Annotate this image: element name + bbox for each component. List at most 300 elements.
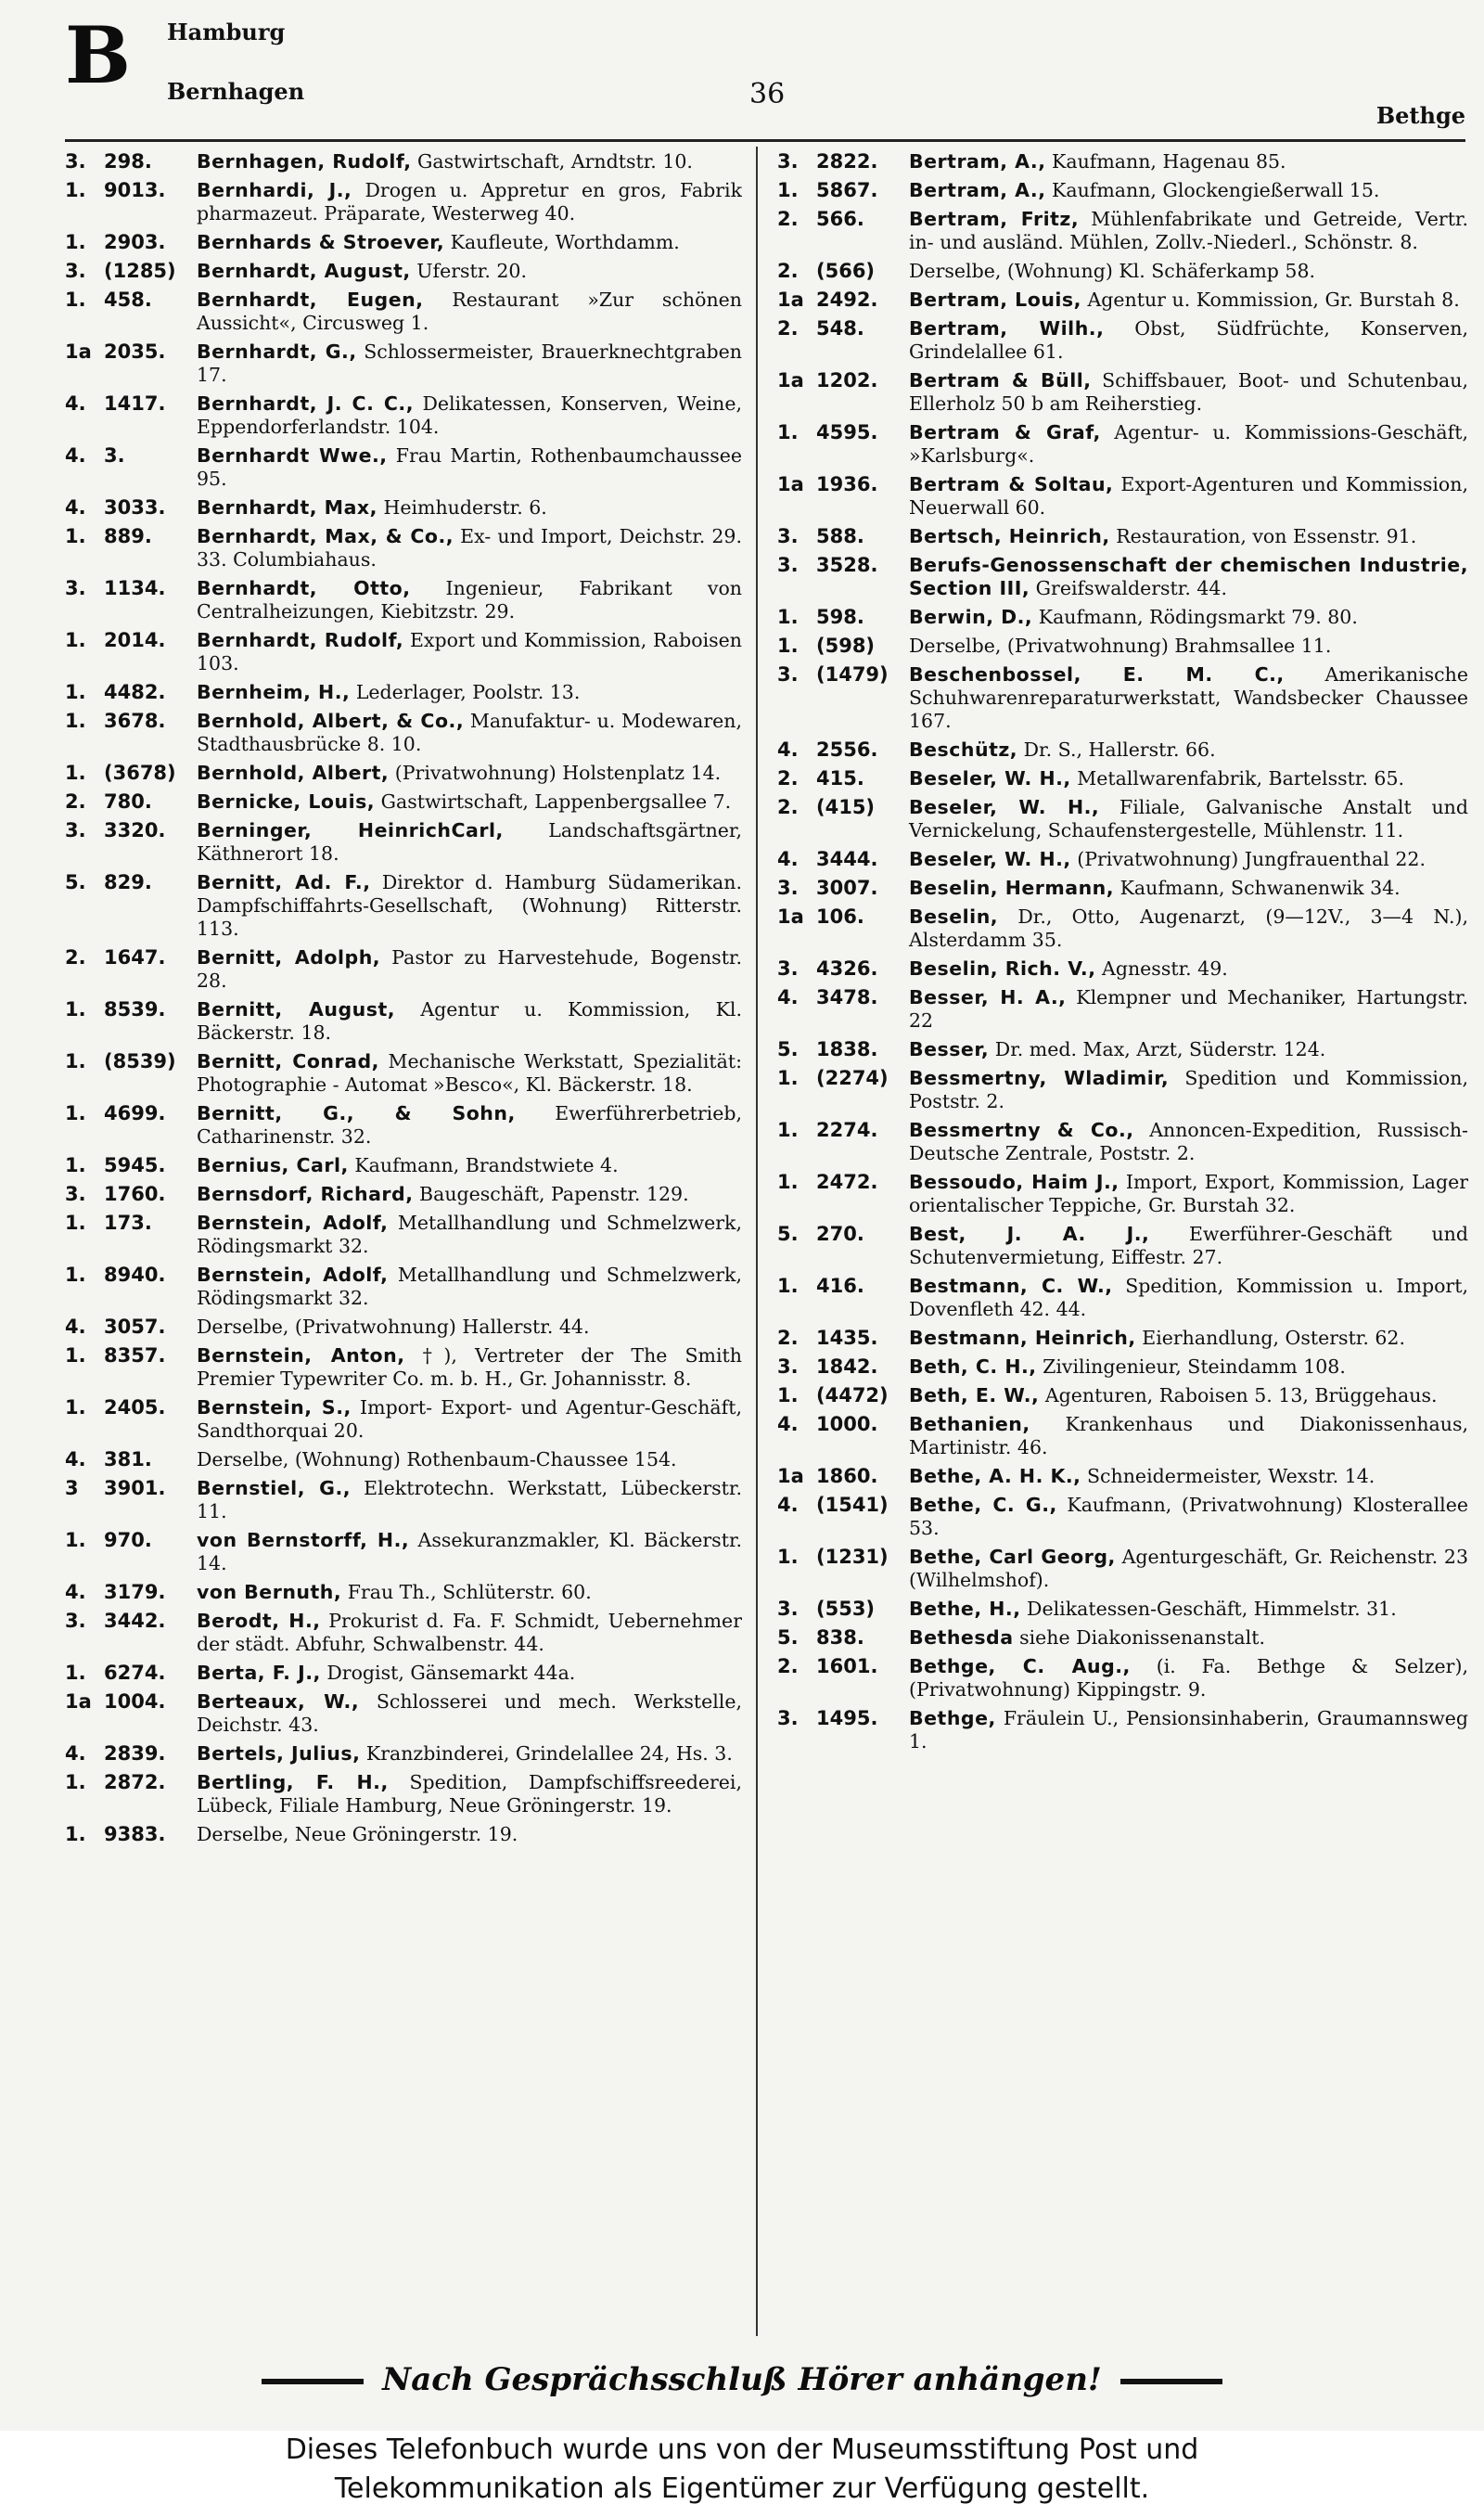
directory-entry xyxy=(777,1655,1468,1702)
exchange-code: 2. xyxy=(777,1327,799,1349)
exchange-code: 1. xyxy=(65,710,86,732)
subscriber-details: Spedition und Kommission, Poststr. 2. xyxy=(909,1067,1468,1112)
directory-entry xyxy=(65,1154,742,1177)
subscriber-name: Bertram & Graf, xyxy=(909,421,1101,443)
exchange-code: 2. xyxy=(777,317,799,340)
exchange-code: 1a xyxy=(777,905,804,928)
phone-number: 2035. xyxy=(104,340,166,363)
exchange-code: 2. xyxy=(777,260,799,282)
directory-entry xyxy=(777,1465,1468,1488)
exchange-code: 1a xyxy=(777,369,804,392)
subscriber-details: Dr. med. Max, Arzt, Süderstr. 124. xyxy=(994,1038,1326,1060)
subscriber-name: Berteaux, W., xyxy=(197,1690,360,1713)
subscriber-name: Bertram, A., xyxy=(909,179,1046,201)
exchange-code: 2. xyxy=(777,796,799,818)
subscriber-name: Bernhardt, Max, xyxy=(197,496,377,519)
subscriber-name: Besser, H. A., xyxy=(909,986,1067,1008)
entry-text xyxy=(197,1662,742,1685)
subscriber-details: Gastwirtschaft, Lappenbergsallee 7. xyxy=(380,790,732,813)
entry-text xyxy=(909,738,1468,762)
directory-entry xyxy=(777,473,1468,520)
directory-entry xyxy=(65,1316,742,1339)
exchange-code: 3. xyxy=(777,663,799,686)
subscriber-name: Bernhardt, Otto, xyxy=(197,577,411,599)
subscriber-name: Bernhards & Stroever, xyxy=(197,231,445,253)
subscriber-name: Bertram, Wilh., xyxy=(909,317,1105,340)
subscriber-details: Lederlager, Poolstr. 13. xyxy=(355,681,581,703)
subscriber-name: Berodt, H., xyxy=(197,1610,321,1632)
exchange-code: 5. xyxy=(777,1223,799,1245)
directory-entry xyxy=(65,1264,742,1310)
exchange-code: 5. xyxy=(65,871,86,893)
exchange-code: 3. xyxy=(777,877,799,899)
left-column xyxy=(65,150,742,2331)
exchange-code: 1. xyxy=(777,1171,799,1193)
exchange-code: 3. xyxy=(65,260,86,282)
exchange-code: 1. xyxy=(65,1344,86,1367)
directory-entry xyxy=(65,629,742,675)
entry-text xyxy=(197,496,742,520)
subscriber-name: Bethge, C. Aug., xyxy=(909,1655,1131,1677)
phone-number: 415. xyxy=(816,767,864,790)
entry-text xyxy=(197,150,742,173)
phone-number: 2405. xyxy=(104,1396,166,1419)
directory-entry xyxy=(65,260,742,283)
exchange-code: 4. xyxy=(777,1413,799,1435)
entry-text xyxy=(197,1050,742,1097)
entry-text xyxy=(197,762,742,785)
phone-number: (598) xyxy=(816,635,876,657)
phone-number: 3442. xyxy=(104,1610,166,1632)
directory-entry xyxy=(777,260,1468,283)
entry-text xyxy=(909,525,1468,548)
phone-number: (1479) xyxy=(816,663,889,686)
subscriber-name: Bessmertny, Wladimir, xyxy=(909,1067,1170,1089)
entry-text xyxy=(909,260,1468,283)
directory-entry xyxy=(65,710,742,756)
entry-text xyxy=(909,179,1468,202)
subscriber-name: Bertram & Büll, xyxy=(909,369,1092,392)
entry-text xyxy=(909,1707,1468,1753)
subscriber-details: Manufaktur- u. Modewaren, Stadthausbrücke 8. 10. xyxy=(197,710,742,755)
subscriber-details: Landschaftsgärtner, Käthnerort 18. xyxy=(197,819,742,865)
exchange-code: 3. xyxy=(777,150,799,173)
entry-text xyxy=(909,150,1468,173)
subscriber-name: Bessoudo, Haim J., xyxy=(909,1171,1119,1193)
phone-number: 458. xyxy=(104,289,152,311)
entry-text xyxy=(197,819,742,866)
subscriber-name: von Bernstorff, H., xyxy=(197,1529,410,1551)
phone-number: 9383. xyxy=(104,1823,166,1845)
subscriber-details: Kaufmann, Brandstwiete 4. xyxy=(354,1154,619,1176)
directory-entry xyxy=(65,231,742,254)
phone-number: 3320. xyxy=(104,819,166,841)
subscriber-name: Bernhagen, Rudolf, xyxy=(197,150,412,173)
entry-text xyxy=(197,260,742,283)
phone-number: (1541) xyxy=(816,1494,889,1516)
column-divider xyxy=(756,147,758,2336)
entry-text xyxy=(909,1275,1468,1321)
entry-text xyxy=(909,905,1468,952)
phone-number: 3007. xyxy=(816,877,878,899)
subscriber-name: Bernhardt, Max, & Co., xyxy=(197,525,454,547)
subscriber-name: Bernhardi, J., xyxy=(197,179,352,201)
subscriber-details: Kranzbinderei, Grindelallee 24, Hs. 3. xyxy=(365,1742,733,1765)
entry-text xyxy=(197,1316,742,1339)
subscriber-name: Bethe, C. G., xyxy=(909,1494,1057,1516)
directory-entry xyxy=(777,796,1468,842)
subscriber-details: Ewerführerbetrieb, Catharinenstr. 32. xyxy=(197,1102,742,1148)
subscriber-details: Ingenieur, Fabrikant von Centralheizungen, Kiebitzstr. 29. xyxy=(197,577,742,623)
subscriber-details: Gastwirtschaft, Arndtstr. 10. xyxy=(417,150,693,173)
exchange-code: 4. xyxy=(65,392,86,415)
entry-text xyxy=(909,635,1468,658)
phone-number: 2903. xyxy=(104,231,166,253)
entry-text xyxy=(197,1742,742,1766)
subscriber-name: Beselin, xyxy=(909,905,999,928)
subscriber-name: Berta, F. J., xyxy=(197,1662,321,1684)
subscriber-details: Ewerführer-Geschäft und Schutenvermietung, Eiffestr. 27. xyxy=(909,1223,1468,1268)
directory-entry xyxy=(777,1626,1468,1650)
subscriber-name: Beselin, Rich. V., xyxy=(909,957,1096,980)
subscriber-name: Best, J. A. J., xyxy=(909,1223,1150,1245)
phone-number: 548. xyxy=(816,317,864,340)
phone-number: 889. xyxy=(104,525,152,547)
header-range-from: Hamburg xyxy=(167,19,286,45)
entry-text xyxy=(909,606,1468,629)
phone-number: 8357. xyxy=(104,1344,166,1367)
entry-text xyxy=(909,1327,1468,1350)
subscriber-name: Bertsch, Heinrich, xyxy=(909,525,1110,547)
subscriber-details: Kaufmann, Hagenau 85. xyxy=(1052,150,1286,173)
exchange-code: 1. xyxy=(65,1102,86,1124)
subscriber-name: Bernhardt, August, xyxy=(197,260,411,282)
subscriber-name: Beseler, W. H., xyxy=(909,796,1100,818)
phone-number: 1495. xyxy=(816,1707,878,1729)
directory-entry xyxy=(65,444,742,491)
subscriber-details: Krankenhaus und Diakonissenhaus, Martinistr. 46. xyxy=(909,1413,1468,1458)
subscriber-details: Drogist, Gänsemarkt 44a. xyxy=(326,1662,576,1684)
entry-text xyxy=(909,421,1468,468)
exchange-code: 3. xyxy=(777,1707,799,1729)
exchange-code: 3. xyxy=(777,1598,799,1620)
entry-text xyxy=(197,444,742,491)
exchange-code: 2. xyxy=(777,767,799,790)
subscriber-details: Uferstr. 20. xyxy=(416,260,527,282)
directory-entry xyxy=(65,871,742,941)
exchange-code: 3. xyxy=(777,554,799,576)
subscriber-name: Bethe, A. H. K., xyxy=(909,1465,1081,1487)
entry-text xyxy=(909,767,1468,790)
phone-number: 2492. xyxy=(816,289,878,311)
directory-entry xyxy=(777,554,1468,600)
exchange-code: 2. xyxy=(65,790,86,813)
subscriber-details: Kaufmann, Rödingsmarkt 79. 80. xyxy=(1038,606,1358,628)
exchange-code: 1. xyxy=(777,606,799,628)
directory-entry xyxy=(65,289,742,335)
exchange-code: 4. xyxy=(777,1494,799,1516)
entry-text xyxy=(197,1690,742,1737)
credit-line-2: Telekommunikation als Eigentümer zur Verfügung gestellt. xyxy=(334,2472,1150,2505)
directory-entry xyxy=(777,1171,1468,1217)
entry-text xyxy=(197,998,742,1045)
subscriber-details: Delikatessen-Geschäft, Himmelstr. 31. xyxy=(1027,1598,1397,1620)
slogan-text: Nach Gesprächsschluß Hörer anhängen! xyxy=(382,2361,1102,2398)
directory-entry xyxy=(65,1771,742,1817)
subscriber-details: siehe Diakonissenanstalt. xyxy=(1019,1626,1265,1649)
directory-entry xyxy=(65,1050,742,1097)
subscriber-details: Direktor d. Hamburg Südamerikan. Dampfschiffahrts-Gesellschaft, (Wohnung) Ritterstr. 113. xyxy=(197,871,742,940)
exchange-code: 1. xyxy=(65,179,86,201)
section-letter: B xyxy=(65,9,131,101)
subscriber-details: †), Vertreter der The Smith Premier Typewriter Co. m. b. H., Gr. Johannisstr. 8. xyxy=(197,1344,742,1390)
entry-text xyxy=(909,473,1468,520)
exchange-code: 1. xyxy=(65,289,86,311)
subscriber-name: Bertram, Fritz, xyxy=(909,208,1080,230)
subscriber-details: Kaufmann, (Privatwohnung) Klosterallee 53. xyxy=(909,1494,1468,1539)
phone-number: (553) xyxy=(816,1598,876,1620)
entry-text xyxy=(197,1610,742,1656)
directory-entry xyxy=(65,1610,742,1656)
subscriber-details: (i. Fa. Bethge & Selzer), (Privatwohnung) Kippingstr. 9. xyxy=(909,1655,1468,1701)
exchange-code: 1a xyxy=(777,289,804,311)
phone-number: (566) xyxy=(816,260,876,282)
exchange-code: 1. xyxy=(777,1067,799,1089)
subscriber-details: Pastor zu Harvestehude, Bogenstr. 28. xyxy=(197,946,742,992)
exchange-code: 1a xyxy=(777,473,804,495)
exchange-code: 1. xyxy=(65,1771,86,1793)
exchange-code: 3. xyxy=(65,1183,86,1205)
subscriber-name: Bethe, H., xyxy=(909,1598,1021,1620)
exchange-code: 1a xyxy=(777,1465,804,1487)
subscriber-details: Restaurant »Zur schönen Aussicht«, Circusweg 1. xyxy=(197,289,742,334)
directory-entry xyxy=(777,421,1468,468)
subscriber-name: Bethge, xyxy=(909,1707,996,1729)
directory-entry xyxy=(777,179,1468,202)
entry-text xyxy=(197,1823,742,1846)
directory-entry xyxy=(65,1344,742,1391)
exchange-code: 3. xyxy=(777,957,799,980)
subscriber-details: Kaufmann, Glockengießerwall 15. xyxy=(1052,179,1380,201)
phone-number: 8539. xyxy=(104,998,166,1021)
directory-entry xyxy=(65,496,742,520)
phone-number: 2014. xyxy=(104,629,166,651)
subscriber-name: Bestmann, C. W., xyxy=(909,1275,1113,1297)
exchange-code: 1. xyxy=(65,1662,86,1684)
exchange-code: 3. xyxy=(65,819,86,841)
entry-text xyxy=(909,1598,1468,1621)
entry-text xyxy=(197,710,742,756)
subscriber-details: Agenturgeschäft, Gr. Reichenstr. 23 (Wilhelmshof). xyxy=(909,1546,1468,1591)
entry-text xyxy=(197,681,742,704)
exchange-code: 1. xyxy=(65,681,86,703)
directory-entry xyxy=(65,150,742,173)
entry-text xyxy=(197,1264,742,1310)
exchange-code: 3. xyxy=(65,577,86,599)
subscriber-details: Import, Export, Kommission, Lager orientalischer Teppiche, Gr. Burstah 32. xyxy=(909,1171,1468,1216)
exchange-code: 5. xyxy=(777,1038,799,1060)
subscriber-name: Bernhardt, G., xyxy=(197,340,357,363)
directory-entry xyxy=(65,681,742,704)
directory-entry xyxy=(65,179,742,225)
entry-text xyxy=(197,1477,742,1523)
directory-entry xyxy=(65,1477,742,1523)
subscriber-details: Mühlenfabrikate und Getreide, Vertr. in- und ausländ. Mühlen, Zollv.-Niederl., Schönstr. 8. xyxy=(909,208,1468,253)
phone-number: 2839. xyxy=(104,1742,166,1765)
subscriber-details: Agentur u. Kommission, Kl. Bäckerstr. 18. xyxy=(197,998,742,1044)
subscriber-details: Eierhandlung, Osterstr. 62. xyxy=(1142,1327,1405,1349)
header-range-to: Bernhagen xyxy=(167,78,305,105)
subscriber-name: Bertram, A., xyxy=(909,150,1046,173)
entry-text xyxy=(197,946,742,993)
phone-number: (8539) xyxy=(104,1050,176,1072)
phone-number: 566. xyxy=(816,208,864,230)
slogan-dash-right xyxy=(1120,2379,1222,2384)
subscriber-details: Derselbe, (Privatwohnung) Brahmsallee 11. xyxy=(909,635,1332,657)
subscriber-details: (Privatwohnung) Jungfrauenthal 22. xyxy=(1077,848,1426,870)
subscriber-name: Bernitt, Conrad, xyxy=(197,1050,379,1072)
phone-number: 4326. xyxy=(816,957,878,980)
phone-number: 8940. xyxy=(104,1264,166,1286)
entry-text xyxy=(909,317,1468,364)
entry-text xyxy=(197,1529,742,1575)
phone-number: 1647. xyxy=(104,946,166,969)
subscriber-name: Beschütz, xyxy=(909,738,1018,761)
subscriber-details: Derselbe, (Wohnung) Kl. Schäferkamp 58. xyxy=(909,260,1316,282)
exchange-code: 1. xyxy=(65,231,86,253)
entry-text xyxy=(909,554,1468,600)
exchange-code: 1. xyxy=(65,1154,86,1176)
phone-number: 2274. xyxy=(816,1119,878,1141)
directory-entry xyxy=(777,1275,1468,1321)
phone-number: 1860. xyxy=(816,1465,878,1487)
directory-entry xyxy=(65,1529,742,1575)
phone-number: 4482. xyxy=(104,681,166,703)
phone-number: 1838. xyxy=(816,1038,878,1060)
subscriber-details: Zivilingenieur, Steindamm 108. xyxy=(1043,1355,1346,1378)
credit-line-1: Dieses Telefonbuch wurde uns von der Museumsstiftung Post und xyxy=(285,2434,1199,2466)
entry-text xyxy=(909,1119,1468,1165)
subscriber-name: Bessmertny & Co., xyxy=(909,1119,1134,1141)
entry-text xyxy=(909,1067,1468,1113)
subscriber-details: Delikatessen, Konserven, Weine, Eppendorferlandstr. 104. xyxy=(197,392,742,438)
directory-entry xyxy=(777,525,1468,548)
phone-number: 970. xyxy=(104,1529,152,1551)
phone-number: 1601. xyxy=(816,1655,878,1677)
subscriber-name: Berufs-Genossenschaft der chemischen Industrie, Section III, xyxy=(909,554,1468,599)
subscriber-details: (Privatwohnung) Holstenplatz 14. xyxy=(394,762,722,784)
subscriber-details: Schneidermeister, Wexstr. 14. xyxy=(1087,1465,1375,1487)
entry-text xyxy=(197,577,742,623)
directory-entry xyxy=(65,1212,742,1258)
subscriber-name: Bernhold, Albert, xyxy=(197,762,390,784)
subscriber-details: Dr., Otto, Augenarzt, (9—12V., 3—4 N.), Alsterdamm 35. xyxy=(909,905,1468,951)
exchange-code: 1. xyxy=(65,1212,86,1234)
entry-text xyxy=(909,1038,1468,1061)
directory-entry xyxy=(65,1690,742,1737)
subscriber-name: Bernsdorf, Richard, xyxy=(197,1183,414,1205)
subscriber-name: Bernheim, H., xyxy=(197,681,351,703)
subscriber-details: Schlosserei und mech. Werkstelle, Deichstr. 43. xyxy=(197,1690,742,1736)
footer-slogan xyxy=(0,2361,1484,2398)
phone-number: 2822. xyxy=(816,150,878,173)
subscriber-details: Klempner und Mechaniker, Hartungstr. 22 xyxy=(909,986,1468,1032)
exchange-code: 1. xyxy=(65,1264,86,1286)
phone-number: 381. xyxy=(104,1448,152,1470)
entry-text xyxy=(197,1771,742,1817)
entry-text xyxy=(909,796,1468,842)
entry-text xyxy=(197,525,742,571)
subscriber-name: Bernicke, Louis, xyxy=(197,790,376,813)
subscriber-details: Spedition, Dampfschiffsreederei, Lübeck, Filiale Hamburg, Neue Gröningerstr. 19. xyxy=(197,1771,742,1817)
exchange-code: 1. xyxy=(65,1050,86,1072)
entry-text xyxy=(197,1448,742,1471)
entry-text xyxy=(909,1465,1468,1488)
subscriber-details: Assekuranzmakler, Kl. Bäckerstr. 14. xyxy=(197,1529,742,1574)
entry-text xyxy=(909,986,1468,1033)
entry-text xyxy=(197,1102,742,1149)
phone-number: 106. xyxy=(816,905,864,928)
subscriber-details: Kaufleute, Worthdamm. xyxy=(450,231,680,253)
phone-number: 270. xyxy=(816,1223,864,1245)
exchange-code: 1. xyxy=(65,1396,86,1419)
subscriber-name: Bernitt, G., & Sohn, xyxy=(197,1102,516,1124)
entry-text xyxy=(909,1355,1468,1379)
header-last-entry: Bethge xyxy=(1375,102,1465,129)
phone-number: 1842. xyxy=(816,1355,878,1378)
phone-number: 588. xyxy=(816,525,864,547)
subscriber-name: Beschenbossel, E. M. C., xyxy=(909,663,1285,686)
subscriber-name: Beseler, W. H., xyxy=(909,848,1071,870)
directory-entry xyxy=(65,577,742,623)
entry-text xyxy=(197,1212,742,1258)
directory-entry xyxy=(777,1546,1468,1592)
entry-text xyxy=(197,340,742,387)
subscriber-name: Bertram & Soltau, xyxy=(909,473,1114,495)
exchange-code: 5. xyxy=(777,1626,799,1649)
subscriber-details: Amerikanische Schuhwarenreparaturwerkstatt, Wandsbecker Chaussee 167. xyxy=(909,663,1468,732)
right-column xyxy=(777,150,1468,2331)
directory-entry xyxy=(777,1413,1468,1459)
credit-caption xyxy=(0,2431,1484,2517)
subscriber-name: Bernstein, Adolf, xyxy=(197,1264,389,1286)
directory-entry xyxy=(777,1067,1468,1113)
subscriber-name: Bernitt, Ad. F., xyxy=(197,871,371,893)
slogan-dash-left xyxy=(262,2379,364,2384)
subscriber-name: Beth, C. H., xyxy=(909,1355,1037,1378)
subscriber-name: Bernhardt Wwe., xyxy=(197,444,388,467)
phone-number: 9013. xyxy=(104,179,166,201)
exchange-code: 4. xyxy=(777,738,799,761)
subscriber-name: Bernstein, Anton, xyxy=(197,1344,405,1367)
subscriber-name: Berninger, HeinrichCarl, xyxy=(197,819,504,841)
phone-number: 2556. xyxy=(816,738,878,761)
exchange-code: 1a xyxy=(65,1690,92,1713)
subscriber-name: Bernius, Carl, xyxy=(197,1154,349,1176)
exchange-code: 2. xyxy=(777,1655,799,1677)
phone-number: 298. xyxy=(104,150,152,173)
exchange-code: 1. xyxy=(777,421,799,443)
subscriber-name: Bethanien, xyxy=(909,1413,1030,1435)
directory-entry xyxy=(777,986,1468,1033)
exchange-code: 4. xyxy=(65,1581,86,1603)
subscriber-details: Export und Kommission, Raboisen 103. xyxy=(197,629,742,674)
entry-text xyxy=(197,1344,742,1391)
directory-entry xyxy=(65,1396,742,1443)
directory-entry xyxy=(777,738,1468,762)
phone-number: (1231) xyxy=(816,1546,889,1568)
subscriber-name: Bertram, Louis, xyxy=(909,289,1081,311)
